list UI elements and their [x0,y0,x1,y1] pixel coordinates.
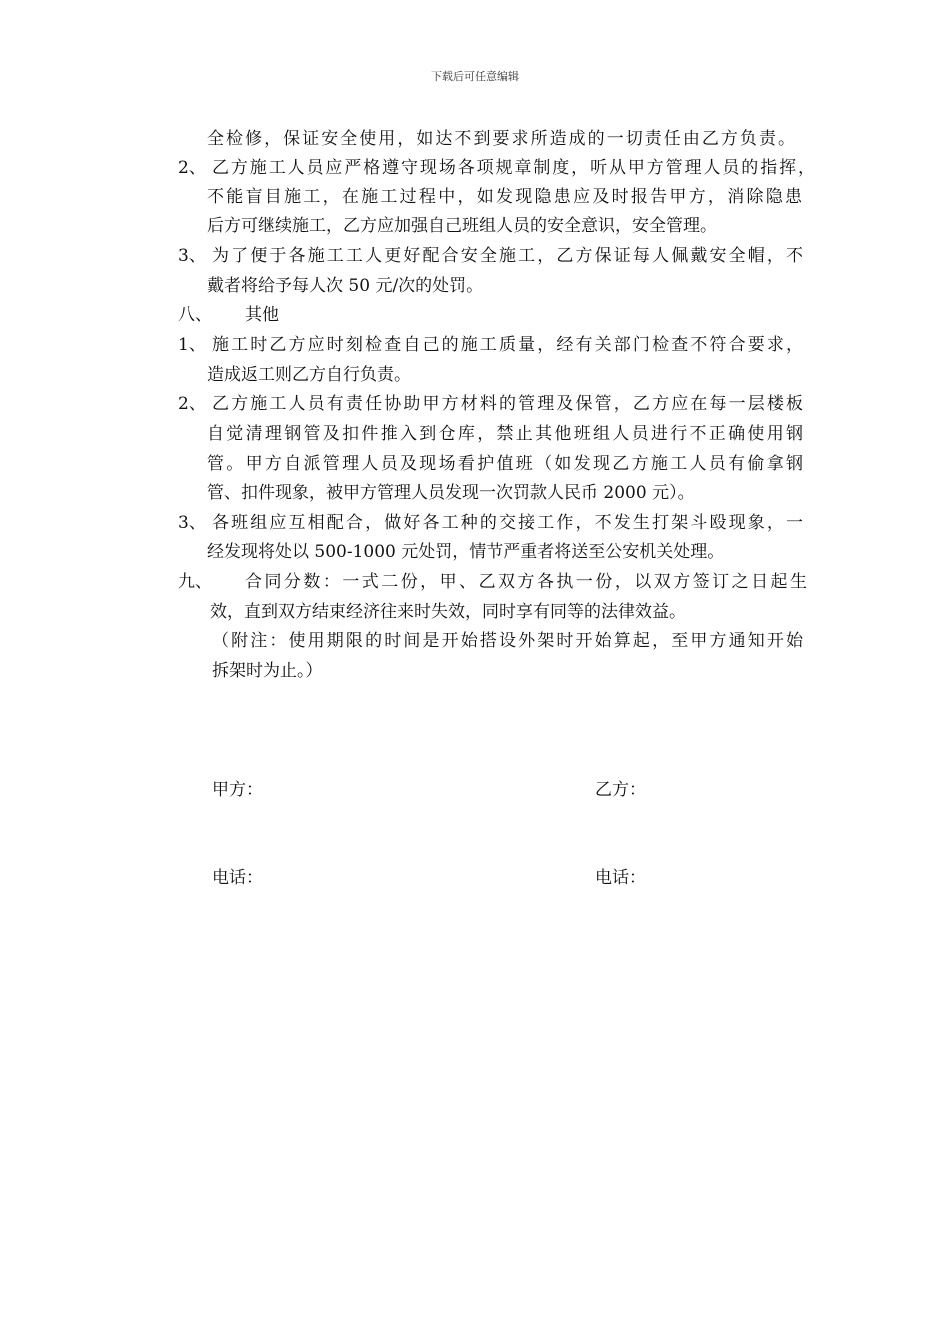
phone-a-label: 电话： [212,868,263,888]
note-line: （附注：使用期限的时间是开始搭设外架时开始算起，至甲方通知开始 [212,631,803,651]
para-line: 造成返工则乙方自行负责。 [207,365,411,385]
para-line: 经发现将处以 500-1000 元处罚，情节严重者将送至公安机关处理。 [207,542,725,562]
para-line: 乙方施工人员应严格遵守现场各项规章制度，听从甲方管理人员的指挥， [212,158,815,178]
party-a-label: 甲方： [212,780,263,800]
para-line: 为了便于各施工工人更好配合安全施工，乙方保证每人佩戴安全帽，不 [212,246,803,266]
phone-b-label: 电话： [595,868,646,888]
party-b-label: 乙方： [595,780,646,800]
item-number: 3、 [178,513,206,533]
item-number: 2、 [178,394,206,414]
section-number: 九、 [178,572,212,592]
para-line: 管。甲方自派管理人员及现场看护值班（如发现乙方施工人员有偷拿钢 [207,454,803,474]
para-line: 戴者将给予每人次 50 元/次的处罚。 [207,276,484,296]
para-line: 自觉清理钢管及扣件推入到仓库，禁止其他班组人员进行不正确使用钢 [207,424,803,444]
para-line: 合同分数：一式二份，甲、乙双方各执一份，以双方签订之日起生 [245,572,807,592]
item-number: 1、 [178,335,206,355]
note-line: 拆架时为止。） [212,661,323,681]
page-header: 下载后可任意编辑 [431,70,519,83]
para-line: 管、扣件现象，被甲方管理人员发现一次罚款人民币 2000 元）。 [207,483,695,503]
para-line: 乙方施工人员有责任协助甲方材料的管理及保管，乙方应在每一层楼板 [212,394,803,414]
para-line: 施工时乙方应时刻检查自己的施工质量，经有关部门检查不符合要求， [212,335,803,355]
para-line: 后方可继续施工，乙方应加强自己班组人员的安全意识，安全管理。 [207,216,717,236]
para-line: 各班组应互相配合，做好各工种的交接工作，不发生打架斗殴现象，一 [212,513,803,533]
item-number: 2、 [178,158,206,178]
section-number: 八、 [178,305,212,325]
para-line: 全检修，保证安全使用，如达不到要求所造成的一切责任由乙方负责。 [207,129,795,149]
para-line: 不能盲目施工，在施工过程中，如发现隐患应及时报告甲方，消除隐患 [207,187,802,207]
para-line: 效，直到双方结束经济往来时失效，同时享有同等的法律效益。 [210,602,686,622]
item-number: 3、 [178,246,206,266]
section-title: 其他 [245,305,279,325]
